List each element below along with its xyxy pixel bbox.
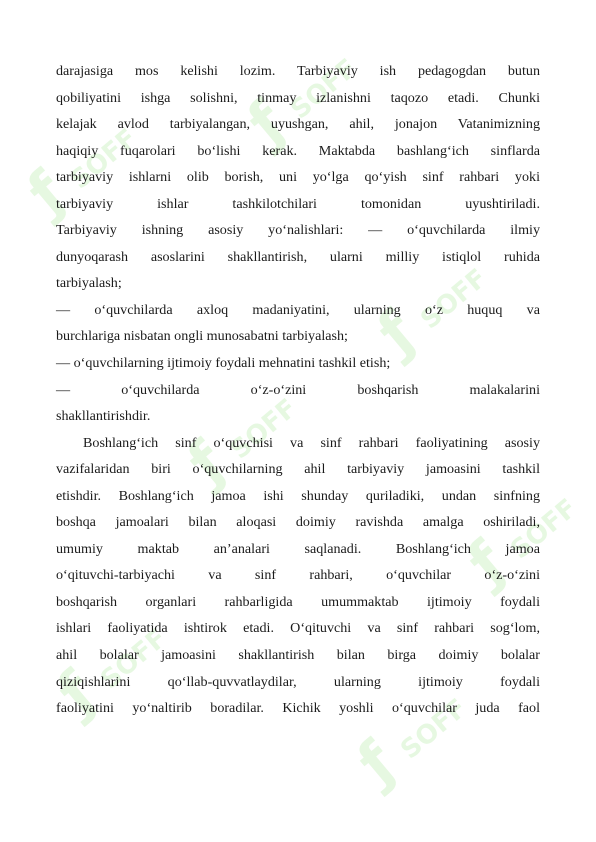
watermark-text: SOFF xyxy=(225,393,303,466)
text-line: dunyoqarash asoslarini shakllantirish, ularni milliy istiqlol ruhida xyxy=(56,248,540,265)
watermark-text: SOFF xyxy=(285,53,363,126)
text-line: — o‘quvchilarning ijtimoiy foydali mehnatini tashkil etish; xyxy=(56,355,391,372)
body-text xyxy=(56,58,540,722)
text-line: qobiliyatini ishga solishni, tinmay izlanishni taqozo etadi. Chunki xyxy=(56,89,540,106)
text-line: Boshlang‘ich sinf o‘quvchisi va sinf rahbari faoliyatining asosiy xyxy=(83,434,540,451)
svg-text:ƒ: ƒ xyxy=(234,88,298,157)
text-line: haqiqiy fuqarolari bo‘lishi kerak. Maktabda bashlang‘ich sinflarda xyxy=(56,142,540,159)
text-line: etishdir. Boshlang‘ich jamoa ishi shunday quriladiki, undan sinfning xyxy=(56,487,540,504)
text-line: — o‘quvchilarda axloq madaniyatini, ularning o‘z huquq va xyxy=(56,301,540,318)
svg-text:ƒ: ƒ xyxy=(454,528,518,597)
svg-text:ƒ: ƒ xyxy=(14,158,78,227)
watermark-text: SOFF xyxy=(505,493,583,566)
text-line: tarbiyalash; xyxy=(56,275,122,292)
text-line: faoliyatini yo‘naltirib boradilar. Kichik yoshli o‘quvchilar juda faol xyxy=(56,700,540,717)
watermark-text: SOFF xyxy=(395,693,473,766)
text-line: vazifalaridan biri o‘quvchilarning ahil tarbiyaviy jamoasini tashkil xyxy=(56,461,540,478)
watermark-text: SOFF xyxy=(65,123,143,196)
svg-text:ƒ: ƒ xyxy=(44,658,108,727)
text-line: — o‘quvchilarda o‘z-o‘zini boshqarish malakalarini xyxy=(56,381,540,398)
text-line: burchlariga nisbatan ongli munosabatni tarbiyalash; xyxy=(56,328,348,345)
text-line: tarbiyaviy ishlarni olib borish, uni yo‘lga qo‘yish sinf rahbari yoki xyxy=(56,169,540,186)
watermark-text: SOFF xyxy=(95,623,173,696)
text-line: qiziqishlarini qo‘llab-quvvatlaydilar, ularning ijtimoiy foydali xyxy=(56,673,540,690)
text-line: darajasiga mos kelishi lozim. Tarbiyaviy ish pedagogdan butun xyxy=(56,63,540,79)
text-line: o‘qituvchi-tarbiyachi va sinf rahbari, o‘quvchilar o‘z-o‘zini xyxy=(56,567,540,584)
text-line: Tarbiyaviy ishning asosiy yo‘nalishlari: — o‘quvchilarda ilmiy xyxy=(56,222,540,239)
text-line: ahil bolalar jamoasini shakllantirish bilan birga doimiy bolalar xyxy=(56,647,540,664)
text-line: kelajak avlod tarbiyalangan, uyushgan, ahil, jonajon Vatanimizning xyxy=(56,116,540,133)
text-line: umumiy maktab an’analari saqlanadi. Boshlang‘ich jamoa xyxy=(56,540,540,557)
svg-text:ƒ: ƒ xyxy=(174,428,238,497)
svg-text:ƒ: ƒ xyxy=(364,298,428,367)
text-line: boshqarish organlari rahbarligida umummaktab ijtimoiy foydali xyxy=(56,593,540,610)
text-line: boshqa jamoalari bilan aloqasi doimiy ravishda amalga oshiriladi, xyxy=(56,514,540,531)
text-line: shakllantirishdir. xyxy=(56,408,151,425)
text-line: tarbiyaviy ishlar tashkilotchilari tomonidan uyushtiriladi. xyxy=(56,195,540,212)
svg-text:ƒ: ƒ xyxy=(344,728,408,797)
text-line: ishlari faoliyatida ishtirok etadi. O‘qituvchi va sinf rahbari sog‘lom, xyxy=(56,620,540,637)
watermark-text: SOFF xyxy=(415,263,493,336)
